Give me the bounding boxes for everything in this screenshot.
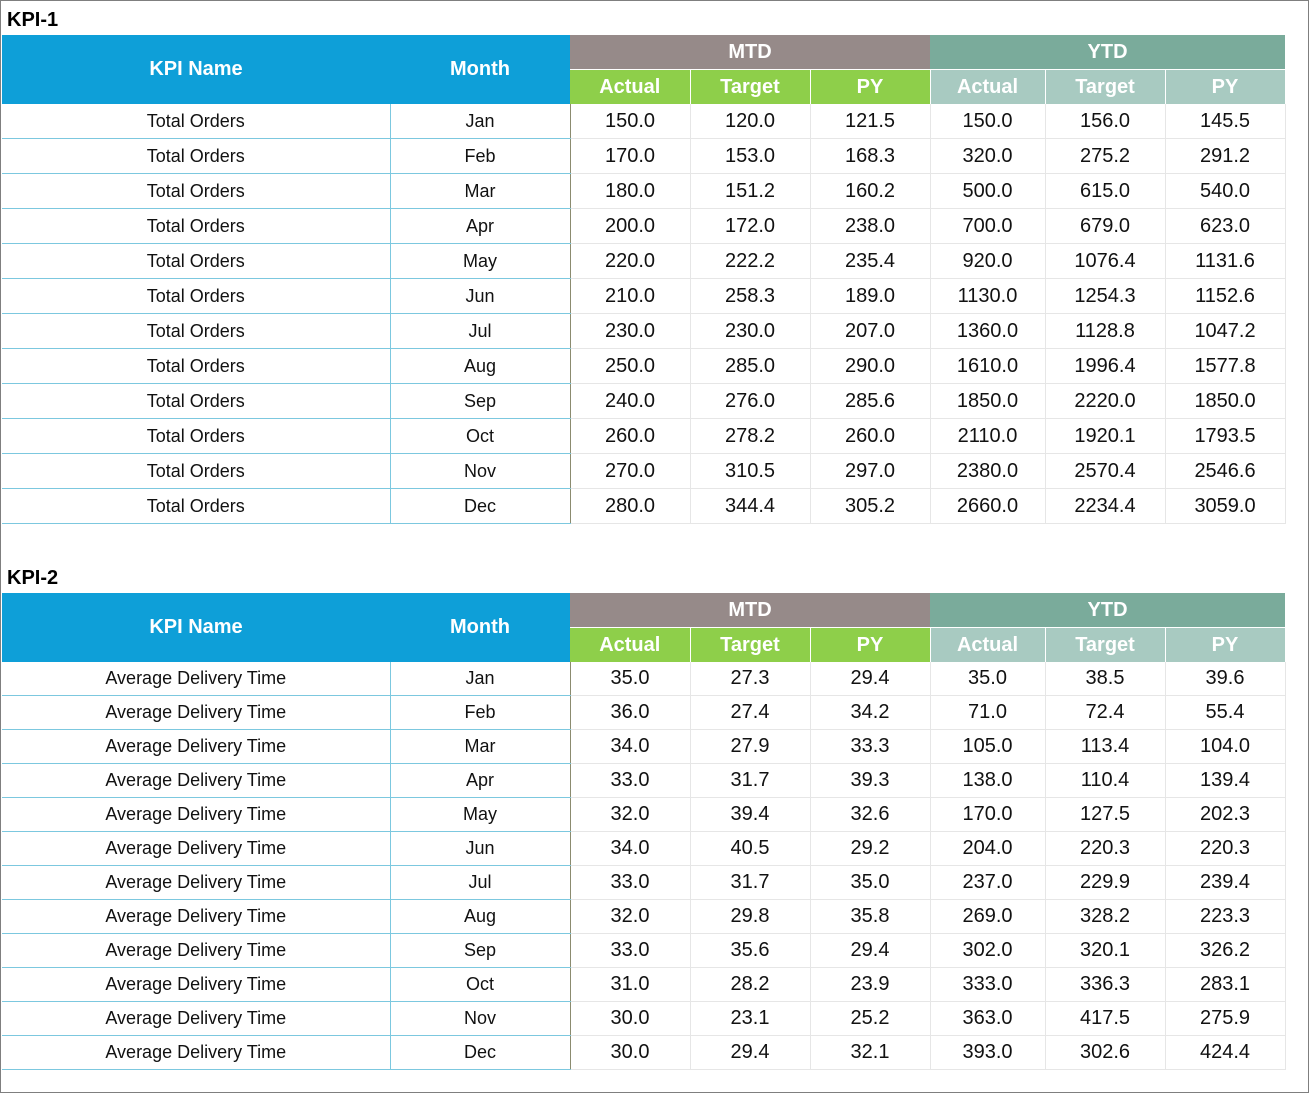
mtd-py-cell[interactable]: 189.0 (810, 279, 930, 314)
ytd-py-cell[interactable]: 1152.6 (1165, 279, 1285, 314)
kpi-name-cell[interactable]: Total Orders (2, 174, 390, 209)
kpi-name-cell[interactable]: Average Delivery Time (2, 866, 390, 900)
ytd-actual-header: Actual (930, 628, 1045, 663)
ytd-actual-cell[interactable]: 204.0 (930, 832, 1045, 866)
ytd-target-cell[interactable]: 417.5 (1045, 1002, 1165, 1036)
ytd-actual-cell[interactable]: 920.0 (930, 244, 1045, 279)
ytd-actual-cell[interactable]: 333.0 (930, 968, 1045, 1002)
mtd-target-cell[interactable]: 29.4 (690, 1036, 810, 1070)
mtd-actual-cell[interactable]: 36.0 (570, 696, 690, 730)
kpi-1-table (2, 35, 1286, 524)
mtd-actual-cell[interactable]: 210.0 (570, 279, 690, 314)
kpi-2-table (2, 593, 1286, 1070)
mtd-py-cell[interactable]: 32.1 (810, 1036, 930, 1070)
mtd-target-cell[interactable]: 31.7 (690, 764, 810, 798)
kpi-name-header: KPI Name (2, 593, 390, 662)
ytd-target-cell[interactable]: 679.0 (1045, 209, 1165, 244)
mtd-actual-cell[interactable]: 33.0 (570, 934, 690, 968)
mtd-actual-header: Actual (570, 628, 690, 663)
ytd-actual-cell[interactable]: 2660.0 (930, 489, 1045, 524)
mtd-py-cell[interactable]: 35.8 (810, 900, 930, 934)
kpi-name-cell[interactable]: Total Orders (2, 314, 390, 349)
mtd-target-cell[interactable]: 27.4 (690, 696, 810, 730)
table-row (2, 244, 1285, 279)
ytd-actual-cell[interactable]: 363.0 (930, 1002, 1045, 1036)
mtd-actual-cell[interactable]: 32.0 (570, 900, 690, 934)
table-row (2, 349, 1285, 384)
mtd-actual-cell[interactable]: 200.0 (570, 209, 690, 244)
mtd-py-cell[interactable]: 160.2 (810, 174, 930, 209)
kpi-name-cell[interactable]: Average Delivery Time (2, 832, 390, 866)
mtd-target-cell[interactable]: 40.5 (690, 832, 810, 866)
ytd-target-cell[interactable]: 1076.4 (1045, 244, 1165, 279)
ytd-actual-cell[interactable]: 170.0 (930, 798, 1045, 832)
table-row (2, 384, 1285, 419)
ytd-target-cell[interactable]: 615.0 (1045, 174, 1165, 209)
ytd-py-cell[interactable]: 275.9 (1165, 1002, 1285, 1036)
mtd-target-header: Target (690, 628, 810, 663)
ytd-py-cell[interactable]: 202.3 (1165, 798, 1285, 832)
ytd-py-cell[interactable]: 3059.0 (1165, 489, 1285, 524)
kpi-name-cell[interactable]: Average Delivery Time (2, 900, 390, 934)
ytd-py-cell[interactable]: 424.4 (1165, 1036, 1285, 1070)
ytd-target-cell[interactable]: 229.9 (1045, 866, 1165, 900)
kpi-name-cell[interactable]: Total Orders (2, 279, 390, 314)
ytd-target-cell[interactable]: 302.6 (1045, 1036, 1165, 1070)
ytd-actual-cell[interactable]: 71.0 (930, 696, 1045, 730)
ytd-py-header: PY (1165, 628, 1285, 663)
mtd-py-cell[interactable]: 207.0 (810, 314, 930, 349)
ytd-py-cell[interactable]: 1793.5 (1165, 419, 1285, 454)
ytd-target-cell[interactable]: 320.1 (1045, 934, 1165, 968)
month-cell[interactable]: Dec (390, 1036, 570, 1070)
month-cell[interactable]: Feb (390, 139, 570, 174)
mtd-actual-cell[interactable]: 150.0 (570, 104, 690, 139)
mtd-py-cell[interactable]: 285.6 (810, 384, 930, 419)
ytd-actual-cell[interactable]: 393.0 (930, 1036, 1045, 1070)
mtd-py-cell[interactable]: 32.6 (810, 798, 930, 832)
table-row (2, 279, 1285, 314)
mtd-target-cell[interactable]: 151.2 (690, 174, 810, 209)
mtd-actual-cell[interactable]: 30.0 (570, 1002, 690, 1036)
ytd-py-cell[interactable]: 1131.6 (1165, 244, 1285, 279)
table-row (2, 900, 1285, 934)
table-row (2, 730, 1285, 764)
table-row (2, 419, 1285, 454)
mtd-py-cell[interactable]: 33.3 (810, 730, 930, 764)
table-row (2, 489, 1285, 524)
ytd-actual-cell[interactable]: 500.0 (930, 174, 1045, 209)
ytd-target-cell[interactable]: 1996.4 (1045, 349, 1165, 384)
mtd-py-cell[interactable]: 23.9 (810, 968, 930, 1002)
ytd-target-cell[interactable]: 1920.1 (1045, 419, 1165, 454)
month-header: Month (390, 35, 570, 104)
mtd-actual-cell[interactable]: 220.0 (570, 244, 690, 279)
kpi-1-title: KPI-1 (7, 9, 59, 31)
ytd-target-cell[interactable]: 275.2 (1045, 139, 1165, 174)
kpi-name-cell[interactable]: Average Delivery Time (2, 1036, 390, 1070)
table-row (2, 934, 1285, 968)
ytd-actual-cell[interactable]: 35.0 (930, 662, 1045, 696)
mtd-target-cell[interactable]: 31.7 (690, 866, 810, 900)
mtd-py-cell[interactable]: 35.0 (810, 866, 930, 900)
kpi-name-cell[interactable]: Total Orders (2, 244, 390, 279)
ytd-target-cell[interactable]: 113.4 (1045, 730, 1165, 764)
ytd-actual-cell[interactable]: 302.0 (930, 934, 1045, 968)
ytd-target-cell[interactable]: 336.3 (1045, 968, 1165, 1002)
table-row (2, 764, 1285, 798)
ytd-py-cell[interactable]: 1577.8 (1165, 349, 1285, 384)
month-cell[interactable]: Apr (390, 764, 570, 798)
month-cell[interactable]: Feb (390, 696, 570, 730)
mtd-header: MTD (570, 593, 930, 628)
mtd-py-cell[interactable]: 238.0 (810, 209, 930, 244)
kpi-name-cell[interactable]: Average Delivery Time (2, 662, 390, 696)
ytd-py-cell[interactable]: 55.4 (1165, 696, 1285, 730)
ytd-py-cell[interactable]: 239.4 (1165, 866, 1285, 900)
mtd-py-header: PY (810, 628, 930, 663)
ytd-actual-cell[interactable]: 700.0 (930, 209, 1045, 244)
ytd-actual-cell[interactable]: 237.0 (930, 866, 1045, 900)
table-row (2, 866, 1285, 900)
mtd-py-cell[interactable]: 29.4 (810, 934, 930, 968)
mtd-actual-cell[interactable]: 250.0 (570, 349, 690, 384)
ytd-target-header: Target (1045, 628, 1165, 663)
mtd-actual-cell[interactable]: 240.0 (570, 384, 690, 419)
ytd-py-cell[interactable]: 291.2 (1165, 139, 1285, 174)
ytd-py-cell[interactable]: 104.0 (1165, 730, 1285, 764)
mtd-target-cell[interactable]: 28.2 (690, 968, 810, 1002)
ytd-actual-header: Actual (930, 70, 1045, 105)
ytd-actual-cell[interactable]: 1610.0 (930, 349, 1045, 384)
ytd-py-cell[interactable]: 326.2 (1165, 934, 1285, 968)
kpi-name-header: KPI Name (2, 35, 390, 104)
ytd-py-cell[interactable]: 223.3 (1165, 900, 1285, 934)
month-cell[interactable]: Sep (390, 384, 570, 419)
ytd-target-cell[interactable]: 156.0 (1045, 104, 1165, 139)
kpi-name-cell[interactable]: Average Delivery Time (2, 968, 390, 1002)
ytd-actual-cell[interactable]: 1360.0 (930, 314, 1045, 349)
mtd-actual-cell[interactable]: 260.0 (570, 419, 690, 454)
mtd-actual-header: Actual (570, 70, 690, 105)
month-cell[interactable]: Jan (390, 104, 570, 139)
ytd-header: YTD (930, 35, 1285, 70)
ytd-actual-cell[interactable]: 2380.0 (930, 454, 1045, 489)
mtd-actual-cell[interactable]: 230.0 (570, 314, 690, 349)
table-row (2, 314, 1285, 349)
mtd-actual-cell[interactable]: 270.0 (570, 454, 690, 489)
ytd-actual-cell[interactable]: 138.0 (930, 764, 1045, 798)
mtd-actual-cell[interactable]: 280.0 (570, 489, 690, 524)
month-cell[interactable]: Aug (390, 900, 570, 934)
ytd-py-cell[interactable]: 623.0 (1165, 209, 1285, 244)
mtd-target-cell[interactable]: 39.4 (690, 798, 810, 832)
month-cell[interactable]: Oct (390, 419, 570, 454)
ytd-target-cell[interactable]: 1128.8 (1045, 314, 1165, 349)
month-cell[interactable]: Jul (390, 866, 570, 900)
mtd-target-cell[interactable]: 344.4 (690, 489, 810, 524)
mtd-py-cell[interactable]: 235.4 (810, 244, 930, 279)
ytd-actual-cell[interactable]: 320.0 (930, 139, 1045, 174)
mtd-py-cell[interactable]: 260.0 (810, 419, 930, 454)
table-row (2, 968, 1285, 1002)
kpi-name-cell[interactable]: Total Orders (2, 139, 390, 174)
ytd-target-cell[interactable]: 2570.4 (1045, 454, 1165, 489)
ytd-target-header: Target (1045, 70, 1165, 105)
mtd-target-cell[interactable]: 222.2 (690, 244, 810, 279)
kpi-name-cell[interactable]: Average Delivery Time (2, 764, 390, 798)
ytd-target-cell[interactable]: 110.4 (1045, 764, 1165, 798)
kpi-name-cell[interactable]: Average Delivery Time (2, 730, 390, 764)
kpi-name-cell[interactable]: Average Delivery Time (2, 798, 390, 832)
month-cell[interactable]: Oct (390, 968, 570, 1002)
table-row (2, 798, 1285, 832)
mtd-py-cell[interactable]: 39.3 (810, 764, 930, 798)
kpi-name-cell[interactable]: Total Orders (2, 419, 390, 454)
ytd-target-cell[interactable]: 220.3 (1045, 832, 1165, 866)
table-row (2, 1002, 1285, 1036)
ytd-py-cell[interactable]: 145.5 (1165, 104, 1285, 139)
ytd-actual-cell[interactable]: 150.0 (930, 104, 1045, 139)
mtd-target-cell[interactable]: 23.1 (690, 1002, 810, 1036)
month-cell[interactable]: Sep (390, 934, 570, 968)
mtd-actual-cell[interactable]: 34.0 (570, 730, 690, 764)
ytd-py-cell[interactable]: 220.3 (1165, 832, 1285, 866)
ytd-target-cell[interactable]: 127.5 (1045, 798, 1165, 832)
kpi-name-cell[interactable]: Total Orders (2, 384, 390, 419)
mtd-actual-cell[interactable]: 33.0 (570, 866, 690, 900)
month-header: Month (390, 593, 570, 662)
table-row (2, 832, 1285, 866)
mtd-actual-cell[interactable]: 35.0 (570, 662, 690, 696)
mtd-py-cell[interactable]: 25.2 (810, 1002, 930, 1036)
month-cell[interactable]: Jun (390, 279, 570, 314)
ytd-py-cell[interactable]: 1047.2 (1165, 314, 1285, 349)
ytd-py-cell[interactable]: 39.6 (1165, 662, 1285, 696)
mtd-target-cell[interactable]: 120.0 (690, 104, 810, 139)
mtd-target-cell[interactable]: 29.8 (690, 900, 810, 934)
month-cell[interactable]: May (390, 798, 570, 832)
mtd-target-cell[interactable]: 258.3 (690, 279, 810, 314)
ytd-target-cell[interactable]: 72.4 (1045, 696, 1165, 730)
mtd-target-cell[interactable]: 310.5 (690, 454, 810, 489)
month-cell[interactable]: Mar (390, 730, 570, 764)
month-cell[interactable]: Jan (390, 662, 570, 696)
ytd-target-cell[interactable]: 2234.4 (1045, 489, 1165, 524)
mtd-py-cell[interactable]: 29.2 (810, 832, 930, 866)
month-cell[interactable]: Nov (390, 454, 570, 489)
ytd-target-cell[interactable]: 2220.0 (1045, 384, 1165, 419)
month-cell[interactable]: Mar (390, 174, 570, 209)
ytd-actual-cell[interactable]: 105.0 (930, 730, 1045, 764)
mtd-py-header: PY (810, 70, 930, 105)
month-cell[interactable]: Dec (390, 489, 570, 524)
ytd-target-cell[interactable]: 1254.3 (1045, 279, 1165, 314)
ytd-target-cell[interactable]: 38.5 (1045, 662, 1165, 696)
mtd-py-cell[interactable]: 34.2 (810, 696, 930, 730)
mtd-py-cell[interactable]: 297.0 (810, 454, 930, 489)
kpi-1-section (2, 2, 1285, 524)
table-row (2, 139, 1285, 174)
table-row (2, 696, 1285, 730)
mtd-target-cell[interactable]: 278.2 (690, 419, 810, 454)
ytd-actual-cell[interactable]: 269.0 (930, 900, 1045, 934)
mtd-target-cell[interactable]: 230.0 (690, 314, 810, 349)
mtd-target-cell[interactable]: 285.0 (690, 349, 810, 384)
month-cell[interactable]: Jul (390, 314, 570, 349)
kpi-name-cell[interactable]: Total Orders (2, 349, 390, 384)
kpi-name-cell[interactable]: Total Orders (2, 454, 390, 489)
kpi-2-title: KPI-2 (7, 567, 59, 589)
ytd-py-header: PY (1165, 70, 1285, 105)
mtd-target-cell[interactable]: 35.6 (690, 934, 810, 968)
ytd-actual-cell[interactable]: 1850.0 (930, 384, 1045, 419)
mtd-target-cell[interactable]: 172.0 (690, 209, 810, 244)
mtd-target-cell[interactable]: 27.9 (690, 730, 810, 764)
mtd-actual-cell[interactable]: 170.0 (570, 139, 690, 174)
mtd-target-cell[interactable]: 27.3 (690, 662, 810, 696)
mtd-target-header: Target (690, 70, 810, 105)
kpi-name-cell[interactable]: Total Orders (2, 209, 390, 244)
month-cell[interactable]: Nov (390, 1002, 570, 1036)
mtd-header: MTD (570, 35, 930, 70)
table-row (2, 209, 1285, 244)
kpi-name-cell[interactable]: Total Orders (2, 104, 390, 139)
table-row (2, 174, 1285, 209)
ytd-py-cell[interactable]: 540.0 (1165, 174, 1285, 209)
mtd-py-cell[interactable]: 29.4 (810, 662, 930, 696)
ytd-actual-cell[interactable]: 2110.0 (930, 419, 1045, 454)
ytd-py-cell[interactable]: 283.1 (1165, 968, 1285, 1002)
ytd-target-cell[interactable]: 328.2 (1045, 900, 1165, 934)
mtd-target-cell[interactable]: 276.0 (690, 384, 810, 419)
month-cell[interactable]: May (390, 244, 570, 279)
mtd-py-cell[interactable]: 305.2 (810, 489, 930, 524)
ytd-header: YTD (930, 593, 1285, 628)
month-cell[interactable]: Apr (390, 209, 570, 244)
month-cell[interactable]: Aug (390, 349, 570, 384)
table-row (2, 662, 1285, 696)
ytd-py-cell[interactable]: 139.4 (1165, 764, 1285, 798)
month-cell[interactable]: Jun (390, 832, 570, 866)
mtd-py-cell[interactable]: 290.0 (810, 349, 930, 384)
mtd-py-cell[interactable]: 121.5 (810, 104, 930, 139)
mtd-actual-cell[interactable]: 180.0 (570, 174, 690, 209)
kpi-name-cell[interactable]: Average Delivery Time (2, 934, 390, 968)
mtd-py-cell[interactable]: 168.3 (810, 139, 930, 174)
table-row (2, 1036, 1285, 1070)
mtd-actual-cell[interactable]: 33.0 (570, 764, 690, 798)
table-row (2, 454, 1285, 489)
mtd-actual-cell[interactable]: 31.0 (570, 968, 690, 1002)
table-row (2, 104, 1285, 139)
mtd-actual-cell[interactable]: 30.0 (570, 1036, 690, 1070)
ytd-py-cell[interactable]: 2546.6 (1165, 454, 1285, 489)
kpi-name-cell[interactable]: Average Delivery Time (2, 696, 390, 730)
kpi-name-cell[interactable]: Average Delivery Time (2, 1002, 390, 1036)
ytd-actual-cell[interactable]: 1130.0 (930, 279, 1045, 314)
kpi-name-cell[interactable]: Total Orders (2, 489, 390, 524)
mtd-actual-cell[interactable]: 32.0 (570, 798, 690, 832)
mtd-actual-cell[interactable]: 34.0 (570, 832, 690, 866)
ytd-py-cell[interactable]: 1850.0 (1165, 384, 1285, 419)
mtd-target-cell[interactable]: 153.0 (690, 139, 810, 174)
kpi-2-section (2, 560, 1285, 1070)
